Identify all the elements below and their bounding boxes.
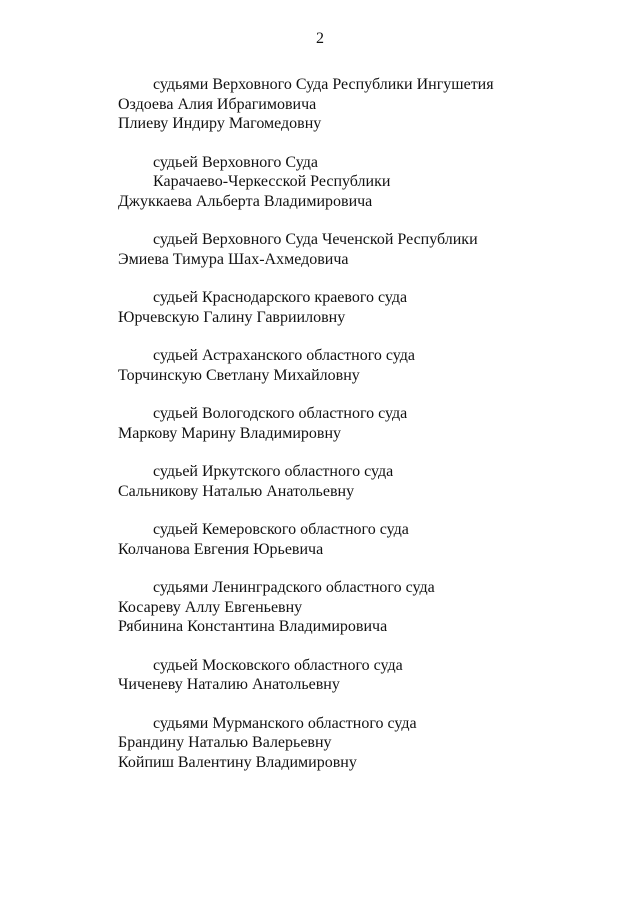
judge-name: Рябинина Константина Владимировича <box>118 618 388 635</box>
judge-name: Койпиш Валентину Владимировну <box>118 753 357 771</box>
court-line: судьей Верховного Суда Чеченской Республики <box>153 231 478 248</box>
appointment-block-karachay-cherkess <box>118 153 618 212</box>
court-line: судьями Ленинградского областного суда <box>153 579 435 596</box>
appointments-list <box>118 75 618 791</box>
judge-name: Торчинскую Светлану Михайловну <box>118 366 360 384</box>
court-line: Карачаево-Черкесской Республики <box>153 173 391 190</box>
appointment-block-leningrad <box>118 578 618 637</box>
court-line: судьями Мурманского областного суда <box>153 714 417 732</box>
judge-name: Колчанова Евгения Юрьевича <box>118 540 324 558</box>
appointment-block-astrakhan <box>118 346 618 385</box>
judge-name: Оздоева Алия Ибрагимовича <box>118 95 317 113</box>
judge-name: Плиеву Индиру Магомедовну <box>118 115 322 132</box>
judge-name: Брандину Наталью Валерьевну <box>118 734 332 751</box>
appointment-block-murmansk <box>118 714 618 773</box>
judge-name: Эмиева Тимура Шах-Ахмедовича <box>118 250 349 268</box>
court-line: судьей Вологодского областного суда <box>153 405 408 422</box>
appointment-block-ingushetia <box>118 75 618 134</box>
court-line: судьей Верховного Суда <box>153 153 318 171</box>
judge-name: Джуккаева Альберта Владимировича <box>118 192 373 210</box>
judge-name: Юрчевскую Галину Гаврииловну <box>118 308 346 326</box>
court-line: судьями Верховного Суда Республики Ингушетия <box>153 76 494 93</box>
judge-name: Сальникову Наталью Анатольевну <box>118 482 355 500</box>
court-line: судьей Кемеровского областного суда <box>153 521 409 538</box>
court-line: судьей Московского областного суда <box>153 656 403 674</box>
appointment-block-kemerovo <box>118 520 618 559</box>
appointment-block-chechen <box>118 230 618 269</box>
appointment-block-vologda <box>118 404 618 443</box>
appointment-block-irkutsk <box>118 462 618 501</box>
page-number: 2 <box>316 30 324 47</box>
appointment-block-moscow-region <box>118 656 618 695</box>
judge-name: Маркову Марину Владимировну <box>118 424 342 442</box>
judge-name: Чиченеву Наталию Анатольевну <box>118 676 340 693</box>
appointment-block-krasnodar <box>118 288 618 327</box>
court-line: судьей Иркутского областного суда <box>153 463 394 480</box>
court-line: судьей Астраханского областного суда <box>153 347 415 364</box>
judge-name: Косареву Аллу Евгеньевну <box>118 598 303 616</box>
court-line: судьей Краснодарского краевого суда <box>153 289 408 306</box>
